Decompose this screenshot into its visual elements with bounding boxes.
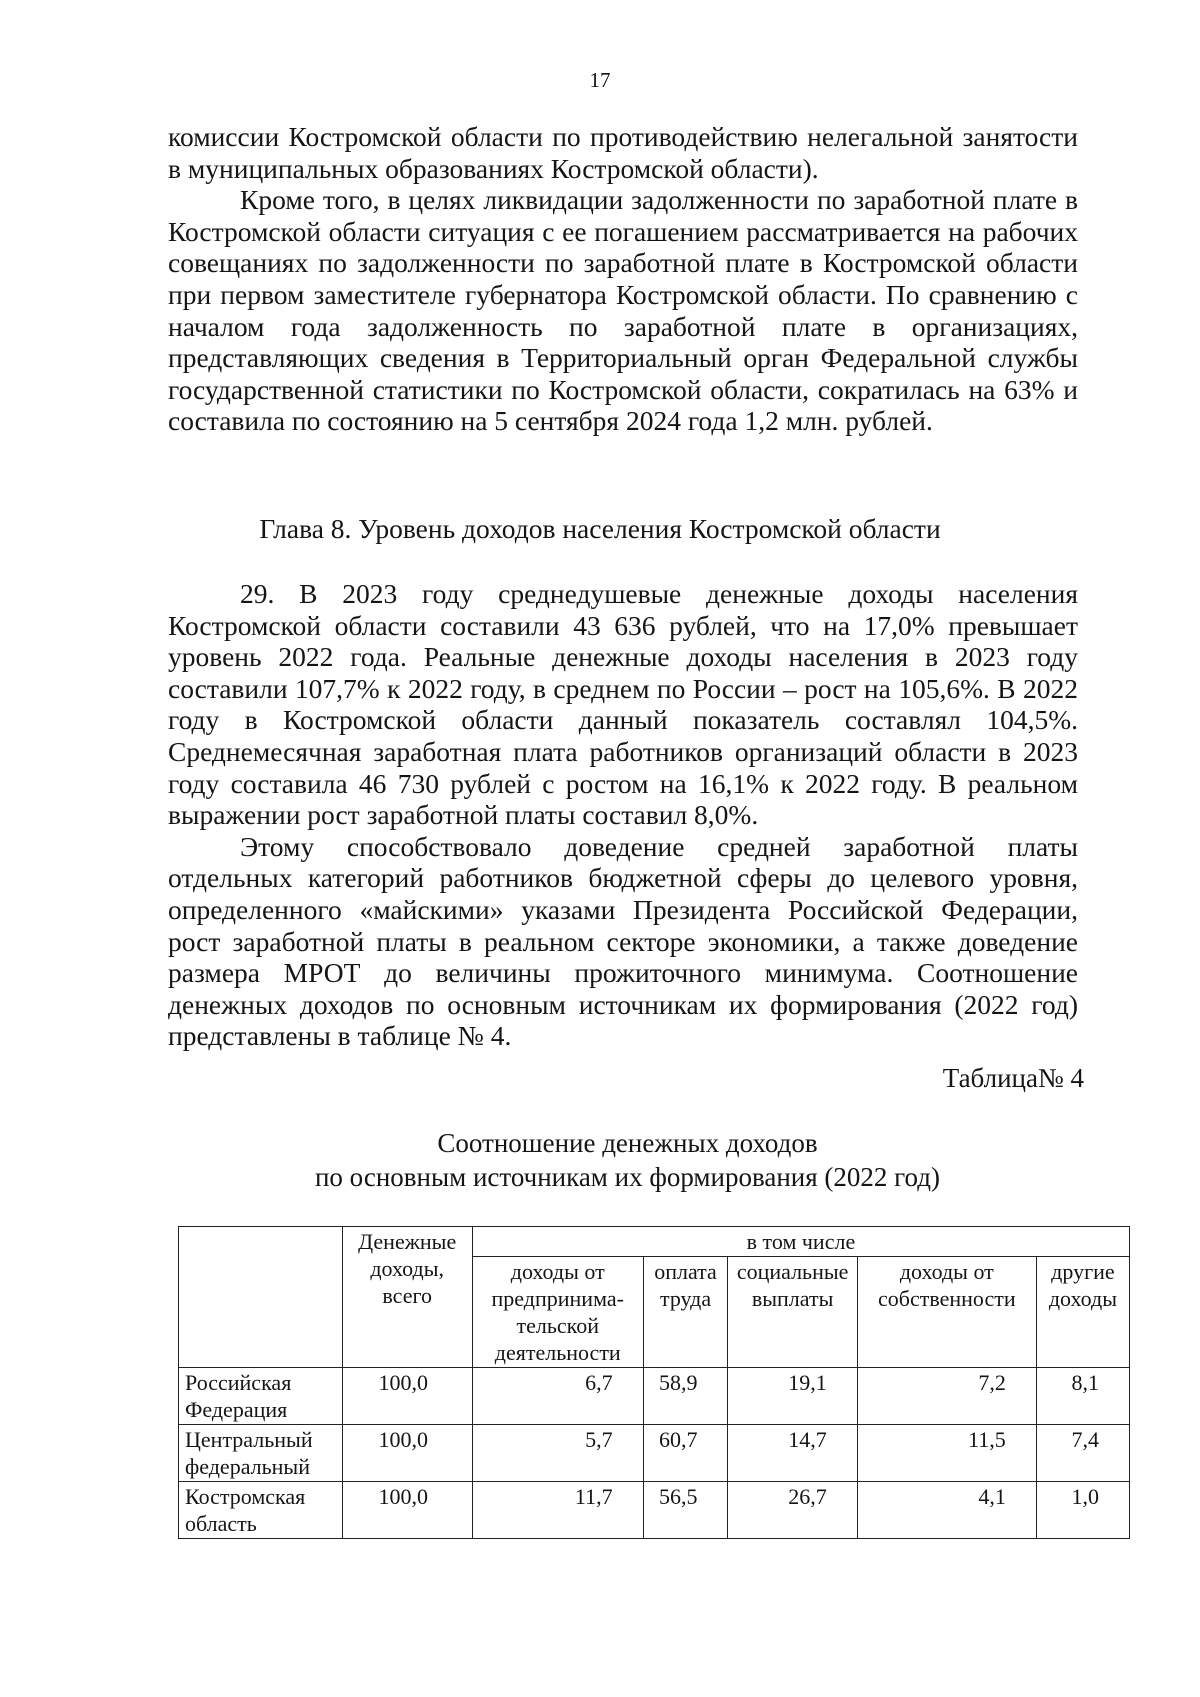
- table-row: [179, 1368, 1130, 1425]
- subheader-cell: оплата труда: [643, 1257, 728, 1368]
- subheader-cell: доходы от собственности: [857, 1257, 1036, 1368]
- value-cell: 100,0: [342, 1425, 472, 1482]
- header-group: в том числе: [472, 1227, 1129, 1257]
- value-cell: 60,7: [643, 1425, 728, 1482]
- value-cell: 19,1: [728, 1368, 857, 1425]
- table-caption-line: по основным источникам их формирования (2022 год): [314, 1162, 941, 1192]
- value-cell: 14,7: [728, 1425, 857, 1482]
- table-caption: [0, 1126, 1200, 1194]
- page-number: 17: [589, 68, 611, 92]
- value-cell: 11,5: [857, 1425, 1036, 1482]
- region-cell: Российская Федерация: [179, 1368, 343, 1425]
- subheader-cell: доходы от предпринима-тельской деятельности: [472, 1257, 643, 1368]
- table-caption-line: Соотношение денежных доходов: [437, 1128, 818, 1158]
- value-cell: 56,5: [643, 1482, 728, 1539]
- value-cell: 8,1: [1036, 1368, 1129, 1425]
- paragraph: Этому способствовало доведение средней заработной платы отдельных категорий работников бюджетной сферы до целевого уровня, определенного «майскими» указами Президента Российской Федерации, рост заработной платы в реальном секторе экономики, а также доведение размера МРОТ до величины прожиточного минимума. Соотношение денежных доходов по основным источникам их формирования (2022 год) представлены в таблице № 4.: [168, 830, 1078, 1052]
- chapter-heading: Глава 8. Уровень доходов населения Костромской области: [259, 513, 941, 544]
- value-cell: 6,7: [472, 1368, 643, 1425]
- table-row: [179, 1482, 1130, 1539]
- paragraph: Кроме того, в целях ликвидации задолженности по заработной плате в Костромской области ситуация с ее погашением рассматривается на рабочих совещаниях по задолженности по заработной плате в Костромской области при первом заместителе губернатора Костромской области. По сравнению с началом года задолженность по заработной плате в организациях, представляющих сведения в Территориальный орган Федеральной службы государственной статистики по Костромской области, сократилась на 63% и составила по состоянию на 5 сентября 2024 года 1,2 млн. рублей.: [168, 184, 1078, 437]
- value-cell: 1,0: [1036, 1482, 1129, 1539]
- value-cell: 7,2: [857, 1368, 1036, 1425]
- value-cell: 5,7: [472, 1425, 643, 1482]
- value-cell: 11,7: [472, 1482, 643, 1539]
- region-cell: Костромская область: [179, 1482, 343, 1539]
- paragraph: 29. В 2023 году среднедушевые денежные доходы населения Костромской области составили 43 636 рублей, что на 17,0% превышает уровень 2022 года. Реальные денежные доходы населения в 2023 году составили 107,7% к 2022 году, в среднем по России – рост на 105,6%. В 2022 году в Костромской области данный показатель составлял 104,5%. Среднемесячная заработная плата работников организаций области в 2023 году составила 46 730 рублей с ростом на 16,1% к 2022 году. В реальном выражении рост заработной платы составил 8,0%.: [168, 578, 1078, 831]
- value-cell: 58,9: [643, 1368, 728, 1425]
- table-header-row: [179, 1227, 1130, 1257]
- value-cell: 7,4: [1036, 1425, 1129, 1482]
- header-total: Денежные доходы, всего: [342, 1227, 472, 1368]
- table-row: [179, 1425, 1130, 1482]
- subheader-cell: социальные выплаты: [728, 1257, 857, 1368]
- table-corner-cell: [179, 1227, 343, 1368]
- subheader-cell: другие доходы: [1036, 1257, 1129, 1368]
- value-cell: 26,7: [728, 1482, 857, 1539]
- paragraph: комиссии Костромской области по противодействию нелегальной занятости в муниципальных образованиях Костромской области).: [168, 121, 1078, 184]
- value-cell: 100,0: [342, 1368, 472, 1425]
- income-table: [178, 1226, 1130, 1539]
- region-cell: Центральный федеральный: [179, 1425, 343, 1482]
- body-text-top: [168, 121, 1078, 437]
- value-cell: 4,1: [857, 1482, 1036, 1539]
- value-cell: 100,0: [342, 1482, 472, 1539]
- body-text-bottom: [168, 578, 1078, 1052]
- table-number: Таблица№ 4: [942, 1063, 1084, 1093]
